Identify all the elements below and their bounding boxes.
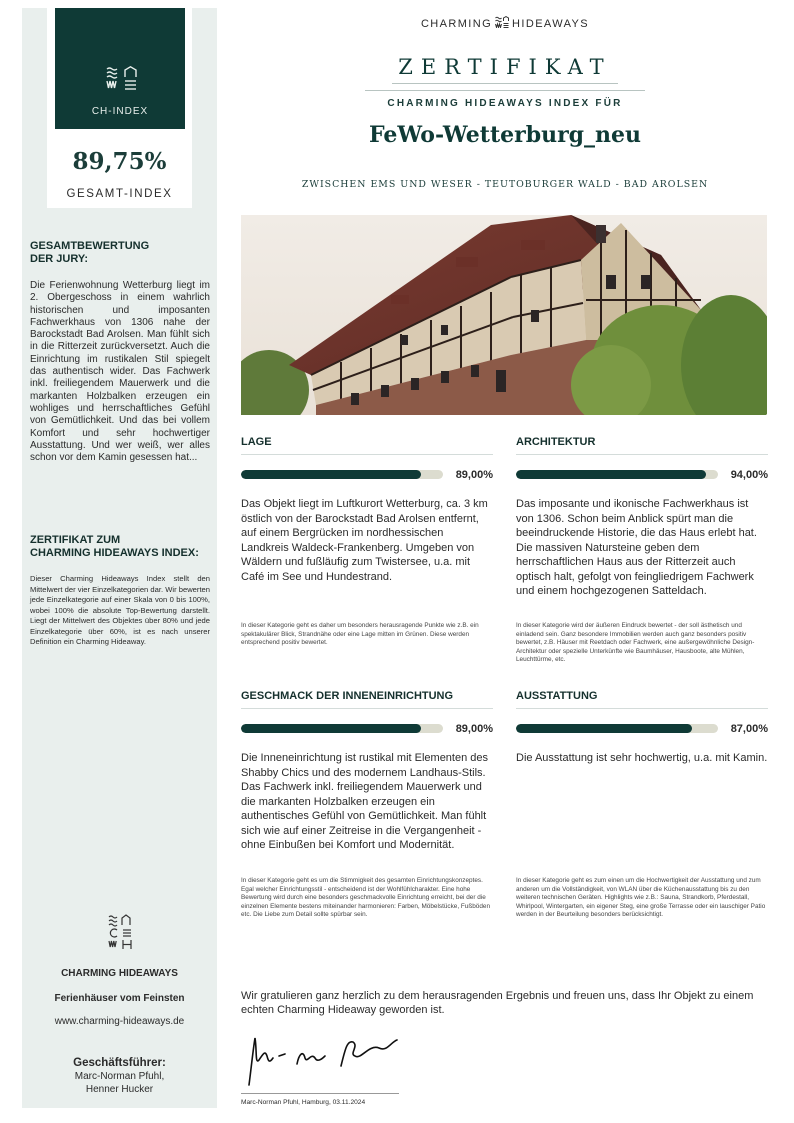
ceo-name-1: Marc-Norman Pfuhl, [74,1071,165,1082]
company-tagline: Ferienhäuser vom Feinsten [54,993,185,1004]
score-value: 89,00% [455,723,493,735]
score-bar-fill [241,724,421,733]
category-note-inneneinrichtung: In dieser Kategorie geht es um die Stimmigkeit des gesamten Einrichtungskonzeptes. Egal welcher Einrichtungsstil - entscheidend ist der Wohlfühlcharakter. Eine hohe Bewertung wird durch eine besonders geschmackvolle Einrichtung erreicht, bei der die einzelnen Elemente bestens miteinander harmonieren: Farben, Möbelstücke, Fußböden etc. Die Liebe zum Detail sollte spürbar sein. [241,877,491,919]
score-bar-track [241,470,443,479]
index-info-text: Dieser Charming Hideaways Index stellt den Mittelwert der vier Einzelkategorien dar. Wir bewerten jede Einzelkategorie auf einer Skala von 0 bis 100%, wobei 100% die absolute Top-Bewertung darstellt. Liegt der Mittelwert des Objektes über 80% und jede Einzelkategorie über 60%, ist es nach unserer Definition ein Charming Hideaway. [30,574,210,646]
charming-hideaways-footer-logo-icon [106,913,134,953]
index-info-heading: ZERTIFIKAT ZUM CHARMING HIDEAWAYS INDEX: [30,534,199,559]
ceo-name-2: Henner Hucker [85,1084,154,1095]
category-score [241,467,493,483]
jury-text: Die Ferienwohnung Wetterburg liegt im 2. Obergeschoss in einem wahrlich historischen und imposanten Fachwerkhaus von 1306 nahe der Barockstadt Bad Arolsen. Man fühlt sich in die Ritterzeit zurückversetzt. Auch die Einrichtung im rustikalen Stil spiegelt das authentisch wider. Das Fachwerk inkl. freiliegendem Mauerwerk und die markanten Holzbalken erzeugen ein wohliges und herrschaftliches Gefühl von Gemütlichkeit. Und das bei vollem Komfort und sehr hochwertiger Ausstattung. Und wer weiß, wer alles schon vor dem Kamin gesessen hat... [30,280,210,464]
company-name: CHARMING HIDEAWAYS [61,968,178,979]
signature-caption: Marc-Norman Pfuhl, Hamburg, 03.11.2024 [241,1099,366,1106]
category-title: ARCHITEKTUR [516,436,596,448]
title-divider-2 [365,90,645,91]
index-card [47,8,192,208]
score-value: 89,00% [455,469,493,481]
charming-hideaways-logo-icon [105,66,139,92]
category-score [516,721,768,737]
title-divider [392,83,618,84]
score-bar-fill [516,470,706,479]
brand-mark-icon [495,16,509,28]
total-index-value: 89,75% [72,148,167,175]
category-description: Das imposante und ikonische Fachwerkhaus ist von 1306. Schon beim Anblick spürt man die beeindruckende Historie, die das Haus erlebt hat. Die massiven Natursteine geben dem herrschaftlichen Haus aus der Ritterzeit auch optisch halt, gefolgt von feingliedrigem Fachwerk und einem hochgezogenen Satteldach. [516,498,757,597]
region-line: ZWISCHEN EMS UND WESER - TEUTOBURGER WALD - BAD AROLSEN [301,179,709,190]
signature-line [241,1093,399,1094]
category-divider [516,454,768,455]
category-ausstattung [516,688,768,766]
score-bar-fill [241,470,421,479]
score-bar-track [516,724,718,733]
object-name: FeWo-Wetterburg_neu [368,122,642,148]
category-description: Das Objekt liegt im Luftkurort Wetterburg, ca. 3 km östlich von der Barockstadt Bad Arolsen entfernt, auf einem Bergrücken im nordhessischen Landkreis Waldeck-Frankenberg. Umgeben von Wäldern und fußläufig zum Twistersee, u.a. mit Café im See und Hundestrand. [241,498,488,583]
category-divider [241,708,493,709]
congratulations-text: Wir gratulieren ganz herzlich zu dem herausragenden Ergebnis und freuen uns, dass Ihr Objekt zu einem echten Charming Hideaway geworden ist. [241,990,754,1016]
certificate-subtitle: CHARMING HIDEAWAYS INDEX FÜR [387,98,623,109]
ceo-label: Geschäftsführer: [73,1057,166,1069]
jury-heading: GESAMTBEWERTUNG DER JURY: [30,240,150,265]
category-architektur [516,434,768,599]
brand-logo: CHARMING HIDEAWAYS [420,18,590,30]
category-title: AUSSTATTUNG [516,690,598,702]
category-inneneinrichtung [241,688,493,853]
index-card-header [55,8,185,129]
property-photo [241,215,767,415]
category-note-ausstattung: In dieser Kategorie geht es zum einen um die Hochwertigkeit der Ausstattung und zum anderen um die Vollständigkeit, von WLAN über die Küchenausstattung bis zu den weiteren technischen Geräten. Highlights wie z.B.: Sauna, Strandkorb, Pferdestall, Whirlpool, Wintergarten, ein eigener Steg, eine große Terrasse oder ein lauschiger Patio werden in der Beurteilung besonders berücksichtigt. [516,877,766,919]
index-label: CH-INDEX [91,106,149,117]
category-divider [516,708,768,709]
sidebar [22,8,217,1108]
category-title: GESCHMACK DER INNENEINRICHTUNG [241,690,454,702]
category-divider [241,454,493,455]
score-value: 94,00% [730,469,768,481]
score-bar-track [241,724,443,733]
category-description: Die Inneneinrichtung ist rustikal mit Elementen des Shabby Chics und des modernem Landhaus-Stils. Das Fachwerk inkl. freiliegendem Mauerwerk und die markanten Holzbalken erzeugen ein authentisches Gefühl von Gemütlichkeit. Man fühlt sich wie auf einer Zeitreise in die Vergangenheit - ohne Einbußen bei Komfort und Modernität. [241,752,489,851]
category-note-architektur: In dieser Kategorie wird der äußeren Eindruck bewertet - der soll ästhetisch und einladend sein. Ganz besondere Immobilien werden auch ganz besonders positiv bewertet, z.B. Häuser mit Reetdach oder Fachwerk, eine außergewöhnliche Design-Architektur oder spezielle Unterkünfte wie Baumhäuser, Hausboote, alte Mühlen, Leuchttürme, etc. [516,622,755,664]
category-score [516,467,768,483]
category-note-lage: In dieser Kategorie geht es daher um besonders herausragende Punkte wie z.B. ein spektakulärer Blick, Strandnähe oder eine Lage mitten im Grünen. Diese werden entsprechend positiv bewertet. [241,622,479,647]
total-index-label: GESAMT-INDEX [66,188,173,200]
category-score [241,721,493,737]
score-bar-fill [516,724,692,733]
certificate-title: ZERTIFIKAT [398,55,612,79]
signature-image [241,1030,401,1090]
category-lage [241,434,493,584]
company-website-link[interactable]: www.charming-hideaways.de [54,1016,185,1027]
category-description: Die Ausstattung ist sehr hochwertig, u.a. mit Kamin. [516,752,768,764]
category-title: LAGE [241,436,272,448]
score-value: 87,00% [730,723,768,735]
score-bar-track [516,470,718,479]
